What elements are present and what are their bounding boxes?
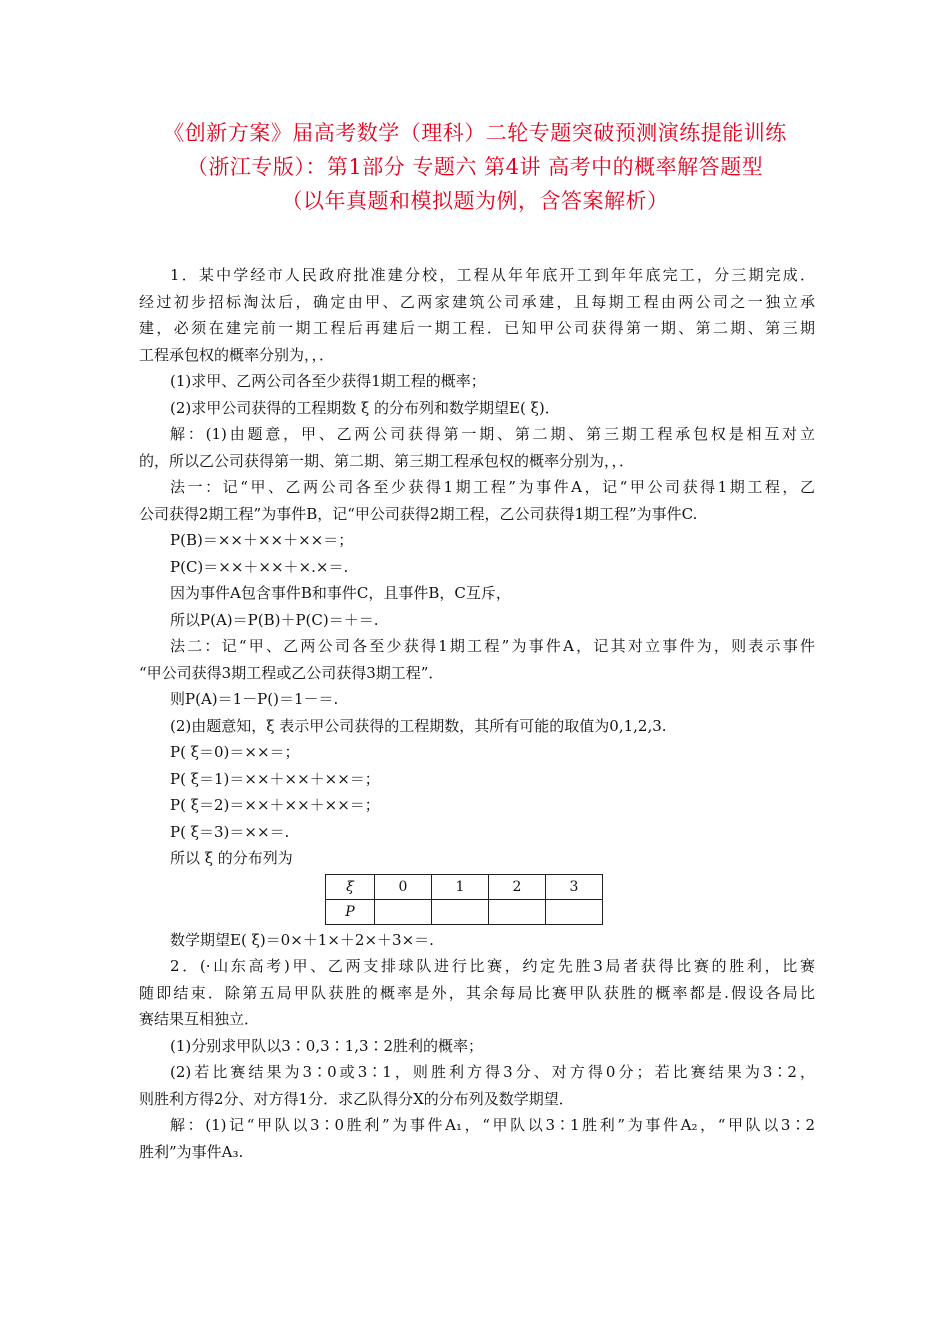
text-line: 的，所以乙公司获得第一期、第二期、第三期工程承包权的概率分别为，，．: [139, 451, 635, 470]
text-line: 1．某中学经市人民政府批准建分校，工程从年年底开工到年年底完工，分三期完成．: [170, 266, 815, 284]
table-cell: 0: [375, 874, 432, 899]
table-cell: [375, 899, 432, 924]
table-cell: [489, 899, 546, 924]
text-line: (1)求甲、乙两公司各至少获得1期工程的概率；: [170, 372, 486, 390]
text-line: 法一：记“甲、乙两公司各至少获得1期工程”为事件A，记“甲公司获得1期工程，乙: [170, 478, 815, 496]
text-line: 建，必须在建完前一期工程后再建后一期工程．已知甲公司获得第一期、第二期、第三期: [139, 319, 815, 337]
text-line: P( ξ＝3)＝××＝.: [170, 822, 290, 841]
text-line: 胜利”为事件A₃.: [139, 1142, 244, 1161]
table-row: [326, 899, 603, 924]
text-line: P( ξ＝1)＝××＋××＋××＝；: [170, 769, 380, 788]
text-line: 公司获得2期工程”为事件B，记“甲公司获得2期工程，乙公司获得1期工程”为事件C.: [139, 504, 698, 523]
table-cell: [432, 899, 489, 924]
text-line: 因为事件A包含事件B和事件C，且事件B，C互斥，: [170, 584, 511, 602]
text-line: “甲公司获得3期工程或乙公司获得3期工程”．: [139, 663, 444, 682]
text-line: 解：(1)记“甲队以3∶0胜利”为事件A₁，“甲队以3∶1胜利”为事件A₂，“甲队以3∶2: [170, 1116, 815, 1134]
document-title: [60, 116, 890, 218]
text-line: 随即结束．除第五局甲队获胜的概率是外，其余每局比赛甲队获胜的概率都是.假设各局比: [139, 983, 815, 1002]
text-line: (1)分别求甲队以3∶0,3∶1,3∶2胜利的概率；: [170, 1036, 484, 1055]
text-line: 工程承包权的概率分别为，，．: [139, 345, 335, 364]
text-line: 2．(·山东高考)甲、乙两支排球队进行比赛，约定先胜3局者获得比赛的胜利，比赛: [170, 957, 815, 975]
document-body: [139, 262, 815, 1165]
table-cell: 3: [546, 874, 603, 899]
table-cell: P: [326, 899, 375, 924]
text-line: P( ξ＝0)＝××＝；: [170, 743, 300, 761]
distribution-table: [325, 874, 603, 925]
table-cell: ξ: [326, 874, 375, 899]
text-line: 经过初步招标淘汰后，确定由甲、乙两家建筑公司承建，且每期工程由两公司之一独立承: [139, 292, 815, 311]
table-cell: 1: [432, 874, 489, 899]
title-line-3: （以年真题和模拟题为例，含答案解析）: [281, 189, 669, 213]
text-line: 法二：记“甲、乙两公司各至少获得1期工程”为事件A，记其对立事件为，则表示事件: [170, 637, 815, 655]
text-line: (2)求甲公司获得的工程期数 ξ 的分布列和数学期望E( ξ)．: [170, 398, 560, 417]
title-line-2: （浙江专版）：第1部分 专题六 第4讲 高考中的概率解答题型: [186, 155, 764, 179]
text-line: (2)由题意知，ξ 表示甲公司获得的工程期数，其所有可能的取值为0,1,2,3.: [170, 716, 667, 735]
text-line: 则P(A)＝1－P()＝1－＝.: [170, 690, 339, 708]
text-line: P(B)＝××＋××＋××＝；: [170, 531, 354, 549]
text-line: 所以P(A)＝P(B)＋P(C)＝＋＝.: [170, 610, 379, 629]
text-line: 数学期望E( ξ)＝0×＋1×＋2×＋3×＝.: [170, 930, 434, 949]
text-line: 解：(1)由题意，甲、乙两公司获得第一期、第二期、第三期工程承包权是相互对立: [170, 425, 815, 443]
text-line: P(C)＝××＋××＋×.×＝.: [170, 557, 349, 576]
text-line: 则胜利方得2分、对方得1分．求乙队得分X的分布列及数学期望．: [139, 1089, 574, 1108]
text-line: 赛结果互相独立．: [139, 1010, 260, 1028]
table-row: [326, 874, 603, 899]
table-cell: [546, 899, 603, 924]
title-line-1: 《创新方案》届高考数学（理科）二轮专题突破预测演练提能训练: [163, 121, 787, 145]
table-cell: 2: [489, 874, 546, 899]
text-line: P( ξ＝2)＝××＋××＋××＝；: [170, 796, 380, 814]
text-line: 所以 ξ 的分布列为: [170, 849, 293, 867]
text-line: (2)若比赛结果为3∶0或3∶1，则胜利方得3分、对方得0分；若比赛结果为3∶2，: [170, 1063, 815, 1081]
